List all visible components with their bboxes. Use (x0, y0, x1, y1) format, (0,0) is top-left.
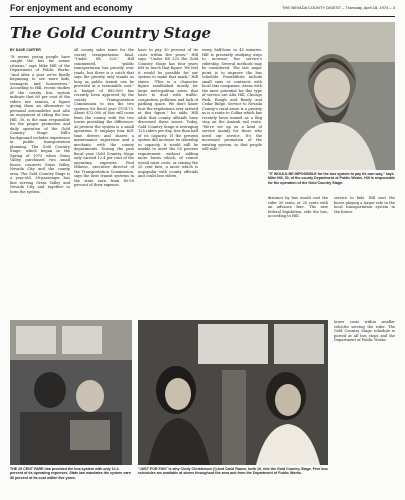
byline: BY DAVE CARTER (10, 48, 41, 52)
girls-bus-image (138, 320, 328, 465)
article-column-3 (138, 48, 198, 316)
article-title: The Gold Country Stage (10, 24, 212, 42)
article-column-6 (334, 196, 395, 316)
column-7-text: lower costs within smaller vehicles serving the rider. The Gold Country Stage schedule is posted at all bus stops and the Department of Public Works. (334, 320, 395, 342)
article-column-5 (268, 196, 328, 316)
photo-mike-hill (268, 22, 395, 170)
column-3-text: have to pay 50 percent of its costs within five years," Hill says. "Under SB 325 the Gold Country Stage has four years left to reach that figure. We feel it would be possible for our system to make that mark," Hill states. "This is a character figure established mostly for large metropolitan areas that have to deal with traffic, congestion, pollution and lack of parking space. We don't know how the regulations ever arrived at this figure," he adds. Hill adds that county officials have discussed these issues. Today, Gold Country Stage is averaging 125 riders per day, less than half of its capacity. If the present system did increase its ridership to capacity, it would still be unable to meet the 50 percent requirement without adding more buses which, of course would raise costs, or raising the 25 cent fare, a move which is unpopular with county officials and could lose riders. (138, 48, 198, 178)
bus-interior-image (10, 320, 132, 465)
column-4-text: every half-hour to 45 minutes. Hill is presently studying ways to increase the service's ridership. Several methods may be considered. The last major point is to improve the bus schedule. Possibilities include small vans or contracts with local taxi companies. Areas with the most potential for this type of service are Alta Hill, Chicago Park, Rough and Ready and Cedar Ridge. Service to Nevada County's rural areas is a priority as is a route to Colfax which has recently been named as a flag stop on the Amtrak rail route. "We're set up as a kind of service mainly for those who need our service. It's the increased promotion of the existing system, so that people will ride." (202, 48, 262, 151)
article-column-1 (10, 48, 70, 316)
article-column-7 (334, 320, 395, 465)
photo-girls-on-bus (138, 320, 328, 465)
portrait-image (268, 22, 395, 170)
article-column-4 (202, 48, 262, 316)
section-header: For enjoyment and economy (10, 3, 133, 13)
photo-caption-fare: THE 25 CENT FARE has provided the bus system with only 12.4 percent of its operating expenses. State law mandates the system earn 50 percent of its cost within five years. (10, 467, 132, 480)
header-rule (10, 16, 395, 17)
photo-caption-girls: "JUST FOR FUN" is why Cindy Christensen (l) and Carol Rauen, both 10, ride the Gold Country Stage. Free bus schedules are available at stores throughout the area and from the Department of Public Works. (138, 467, 328, 476)
column-6-text: service to kids. Hill sees the buses playing a larger role in the local transportation system in the future. (334, 196, 395, 214)
publication-line: THE NEVADA COUNTY DIGEST – Thursday, April 18, 1974 – 3 (281, 5, 395, 10)
column-2-text: all county sales taxes for the county transportation fund. "Under SB 325," Hill commented, "public transportation has priority over roads, but there is a catch that says the priority only stands as long as public transit can be provided at a reasonable cost." A budget of $85,000 has recently been approved by the county Transportation Commission to run the two systems for fiscal year 1974-75. About $72,000 of this will come from the county with the two towns providing the difference. At present the system is a small operation. It employs four full-time drivers and shares a maintenance supervisor and a mechanic with the county departments. During the past fiscal year, Gold Country Stage only carried 12.4 per cent of the operating expenses. Paul Milavec, executive director of the Transportation Commission, says the best transit systems in the state earn from 40-50 percent of their expense. (74, 48, 134, 187)
photo-caption-mike-hill: "IT WOULD BE IMPOSSIBLE for the bus system to pay its own way," says Mike Hill, 30, of the county Department of Public Works. Hill is responsible for the operation of the Gold Country Stage. (268, 172, 395, 185)
column-1-text: "It seems young people have caught the bus for senior citizens," says Mike Hill of the Department of Public Works. "And after a year we're finally beginning to see more kids, teenagers and housewives." According to Hill, recent studies of the county bus system indicate that 80 per cent of the riders are seniors, a figure giving them an alternative to personal automobiles and also an enjoyment of riding the bus. Hill, 30, is the man responsible for the proper promotion and daily operation of the Gold Country Stage. Hill's background includes experience in public transportation planning. The Gold Country Stage, which began in the Spring of 1973 when Grass Valley purchased two small buses, connects Grass Valley, Nevada City and the county area. The Gold Country Stage is a year-old, 58-passenger bus line serving Grass Valley and Nevada City and together to form the system. (10, 54, 70, 194)
photo-bus-fare (10, 320, 132, 465)
column-5-text: distance by bus would cost the rider 30 cents, or 20 cents with an advance fare. The new federal legislation, ride the bus, according to Hill. (268, 196, 328, 218)
article-column-2 (74, 48, 134, 316)
